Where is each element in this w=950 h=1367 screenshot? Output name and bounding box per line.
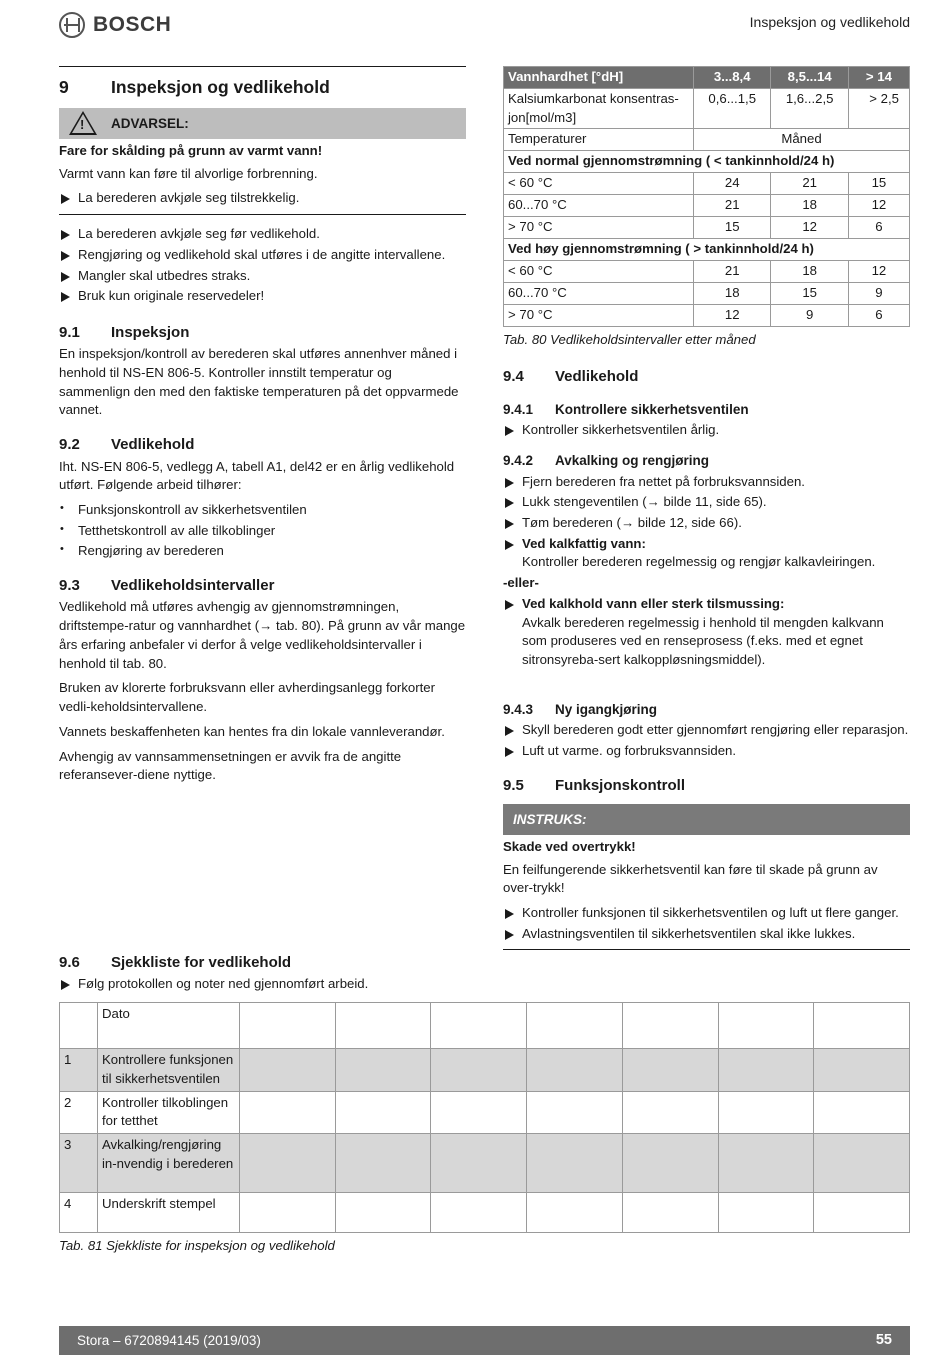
check-cell[interactable] [335,1133,431,1192]
instruction-heading: Skade ved overtrykk! [503,838,636,854]
list-item: La berederen avkjøle seg tilstrekkelig. [59,189,466,208]
table-cell: Måned [694,129,910,151]
table-header-cell: > 14 [848,67,909,89]
date-entry-cell[interactable] [335,1003,431,1049]
or-separator: -eller- [503,575,539,591]
hard-water-label: Ved kalkhold vann eller sterk tilsmussing: [522,595,785,611]
section-9-4-1-heading: 9.4.1 Kontrollere sikkerhetsventilen [503,401,749,417]
section-9-6 [59,952,910,1256]
table-row [60,1192,910,1232]
check-cell[interactable] [240,1133,336,1192]
instruction-text: En feilfungerende sikkerhetsventil kan føre til skade på grunn av over-trykk! [503,861,878,896]
right-column [503,66,910,950]
table-cell: 1 [60,1049,98,1091]
table-header-cell: 3...8,4 [694,67,771,89]
list-item: Fjern berederen fra nettet på forbruksvannsiden. [503,473,910,492]
table-cell: 1,6...2,5 [771,89,848,129]
table-cell: Ved normal gjennomstrømning ( < tankinnhold/24 h) [504,151,910,173]
instruction-bar: INSTRUKS: [503,804,910,835]
hard-water-text: Avkalk berederen regelmessig i henhold til mengden kalkvann som produseres ved en renseprosess (f.eks. med et egnet sitronsyreba-sert kalkoppløsningsmiddel). [522,614,884,668]
page-footer [59,1326,910,1355]
check-cell[interactable] [335,1091,431,1133]
section-9-4-1-list [503,421,910,440]
running-head: Inspeksjon og vedlikehold [749,14,910,30]
table-row [504,261,910,283]
table-row [504,89,910,129]
list-item: Tøm berederen (→ bilde 12, side 66). [503,514,910,533]
table-cell: Kontroller tilkoblingen for tetthet [98,1091,240,1133]
table-row [504,129,910,151]
check-cell[interactable] [718,1049,814,1091]
table-header-cell: Vannhardhet [°dH] [504,67,694,89]
date-entry-cell[interactable] [814,1003,910,1049]
section-9-6-list [59,975,910,994]
warning-triangle-icon [69,111,97,135]
table-cell: 6 [848,217,909,239]
document-id: Stora – 6720894145 (2019/03) [77,1332,261,1348]
list-item: Avlastningsventilen til sikkerhetsventilen skal ikke lukkes. [503,925,910,944]
table-cell: Kalsiumkarbonat konsentras-jon[mol/m3] [504,89,694,129]
table-cell: 24 [694,173,771,195]
list-item: Kontroller funksjonen til sikkerhetsventilen og luft ut flere ganger. [503,904,910,923]
section-9-list [59,225,466,306]
list-item: • Funksjonskontroll av sikkerhetsventilen [59,501,466,520]
table-cell: Dato [98,1003,240,1049]
section-9-4-3-heading: 9.4.3 Ny igangkjøring [503,701,658,717]
brand-name: BOSCH [93,13,172,36]
section-9-3-p3: Vannets beskaffenheten kan hentes fra din lokale vannleverandør. [59,723,445,739]
check-cell[interactable] [240,1091,336,1133]
soft-water-label: Ved kalkfattig vann: [522,535,646,551]
check-cell[interactable] [431,1091,527,1133]
section-9-heading: 9 Inspeksjon og vedlikehold [59,66,466,100]
table-cell: > 2,5 [848,89,909,129]
table-row [504,173,910,195]
table-cell: 15 [771,283,848,305]
list-item: La berederen avkjøle seg før vedlikehold. [59,225,466,244]
check-cell[interactable] [431,1049,527,1091]
table-cell: 2 [60,1091,98,1133]
table-section-row [504,239,910,261]
signature-cell[interactable] [718,1192,814,1232]
table-cell: 21 [771,173,848,195]
date-entry-cell[interactable] [718,1003,814,1049]
table-cell: 9 [848,283,909,305]
instruction-list [503,904,910,943]
list-item: Skyll berederen godt etter gjennomført rengjøring eller reparasjon. [503,721,910,740]
section-9-4-heading: 9.4 Vedlikehold [503,368,639,386]
table-row [504,283,910,305]
table-cell: 0,6...1,5 [694,89,771,129]
table-cell: > 70 °C [504,305,694,327]
list-item: • Tetthetskontroll av alle tilkoblinger [59,522,466,541]
date-entry-cell[interactable] [431,1003,527,1049]
section-9-4-2-heading: 9.4.2 Avkalking og rengjøring [503,453,710,469]
date-entry-cell[interactable] [240,1003,336,1049]
list-item: Luft ut varme. og forbruksvannsiden. [503,742,910,761]
section-9-4-2-list [503,473,910,573]
list-item: Bruk kun originale reservedeler! [59,287,466,306]
table-row [60,1091,910,1133]
table-cell: 18 [771,195,848,217]
section-9-6-heading: 9.6 Sjekkliste for vedlikehold [59,954,292,971]
table-header-row [504,67,910,89]
section-9-2-list [59,501,466,561]
table-cell [60,1003,98,1049]
table-header-cell: 8,5...14 [771,67,848,89]
table-cell: Ved høy gjennomstrømning ( > tankinnhold/24 h) [504,239,910,261]
table-cell: Temperaturer [504,129,694,151]
check-cell[interactable] [527,1049,623,1091]
warning-heading: Fare for skålding på grunn av varmt vann! [59,142,323,158]
instruction-box [503,804,910,951]
list-item: Lukk stengeventilen (→ bilde 11, side 65). [503,493,910,512]
section-9-3-heading: 9.3 Vedlikeholdsintervaller [59,577,275,595]
table-cell: 12 [694,305,771,327]
table-cell: 21 [694,195,771,217]
table-row [60,1133,910,1192]
table-cell: Underskrift stempel [98,1192,240,1232]
left-column [59,66,466,791]
table-row [504,305,910,327]
table-cell: 12 [848,261,909,283]
warning-bar: ! ADVARSEL: [59,108,466,139]
list-item: Mangler skal utbedres straks. [59,267,466,286]
soft-water-text: Kontroller berederen regelmessig og rengjør kalkavleiringen. [522,554,876,570]
table-cell: > 70 °C [504,217,694,239]
table-cell: 6 [848,305,909,327]
check-cell[interactable] [240,1049,336,1091]
check-cell[interactable] [335,1049,431,1091]
section-9-3-p4: Avhengig av vannsammensetningen er avvik fra de angitte referansever-diene nyttige. [59,748,402,783]
table-row [504,195,910,217]
signature-cell[interactable] [814,1192,910,1232]
check-cell[interactable] [718,1091,814,1133]
table-cell: 21 [694,261,771,283]
table-80-caption: Tab. 80 Vedlikeholdsintervaller etter måned [503,332,756,348]
section-9-5-heading: 9.5 Funksjonskontroll [503,776,686,794]
list-item [503,535,910,572]
table-row [60,1049,910,1091]
check-cell[interactable] [527,1133,623,1192]
table-cell: 3 [60,1133,98,1192]
table-cell: 60...70 °C [504,283,694,305]
table-cell: 9 [771,305,848,327]
table-section-row [504,151,910,173]
list-item: Følg protokollen og noter ned gjennomført arbeid. [59,975,910,994]
date-entry-cell[interactable] [527,1003,623,1049]
section-9-4-2-list-hard [503,595,910,670]
table-row [60,1003,910,1049]
table-81-caption: Tab. 81 Sjekkliste for inspeksjon og vedlikehold [59,1237,335,1253]
section-9-2-text: Iht. NS-EN 806-5, vedlegg A, tabell A1, del42 er en årlig vedlikehold utført. Følgende arbeid tilhører: [59,458,455,493]
table-cell: 12 [848,195,909,217]
warning-text: Varmt vann kan føre til alvorlige forbrenning. [59,165,318,181]
check-cell[interactable] [431,1133,527,1192]
section-9-3-p2: Bruken av klorerte forbruksvann eller avherdingsanlegg forkorter vedli-keholdsintervallene. [59,680,436,715]
check-cell[interactable] [527,1091,623,1133]
table-cell: 60...70 °C [504,195,694,217]
table-cell: Avkalking/rengjøring in-nvendig i berederen [98,1133,240,1192]
signature-cell[interactable] [335,1192,431,1232]
check-cell[interactable] [622,1049,718,1091]
table-cell: 12 [771,217,848,239]
table-cell: 18 [694,283,771,305]
table-cell: 15 [694,217,771,239]
section-9-1-heading: 9.1 Inspeksjon [59,323,190,341]
table-cell: Kontrollere funksjonen til sikkerhetsventilen [98,1049,240,1091]
list-item: • Rengjøring av berederen [59,542,466,561]
table-cell: 18 [771,261,848,283]
signature-cell[interactable] [431,1192,527,1232]
bosch-logo [59,10,171,40]
table-cell: < 60 °C [504,173,694,195]
check-cell[interactable] [814,1091,910,1133]
signature-cell[interactable] [622,1192,718,1232]
table-row [504,217,910,239]
bosch-armature-icon [59,12,85,38]
section-9-1-text: En inspeksjon/kontroll av berederen skal utføres annenhver måned i henhold til NS-EN 806-5. Kontroller innstilt temperatur og sammenlign den med den faktiske temperaturen på det oppvarmede vannet. [59,346,459,418]
date-entry-cell[interactable] [622,1003,718,1049]
check-cell[interactable] [814,1049,910,1091]
table-cell: 15 [848,173,909,195]
page-number: 55 [875,1332,892,1349]
warning-list [59,189,466,208]
list-item [503,595,910,670]
section-9-4-3-list [503,721,910,760]
check-cell[interactable] [718,1133,814,1192]
section-9-3-p1: Vedlikehold må utføres avhengig av gjennomstrømningen, driftstempe-ratur og vannhardhet (→ tab. 80). På grunn av vår mange års erfaring anbefaler vi derfor å velge vedlikeholdsintervaller i henhold til tab. 80. [59,599,466,671]
check-cell[interactable] [622,1091,718,1133]
checklist-table [59,1002,910,1233]
warning-box [59,108,466,215]
check-cell[interactable] [622,1133,718,1192]
list-item: Kontroller sikkerhetsventilen årlig. [503,421,910,440]
table-cell: < 60 °C [504,261,694,283]
section-9-2-heading: 9.2 Vedlikehold [59,436,195,454]
signature-cell[interactable] [240,1192,336,1232]
signature-cell[interactable] [527,1192,623,1232]
check-cell[interactable] [814,1133,910,1192]
list-item: Rengjøring og vedlikehold skal utføres i de angitte intervallene. [59,246,466,265]
maintenance-interval-table [503,66,910,327]
table-cell: 4 [60,1192,98,1232]
